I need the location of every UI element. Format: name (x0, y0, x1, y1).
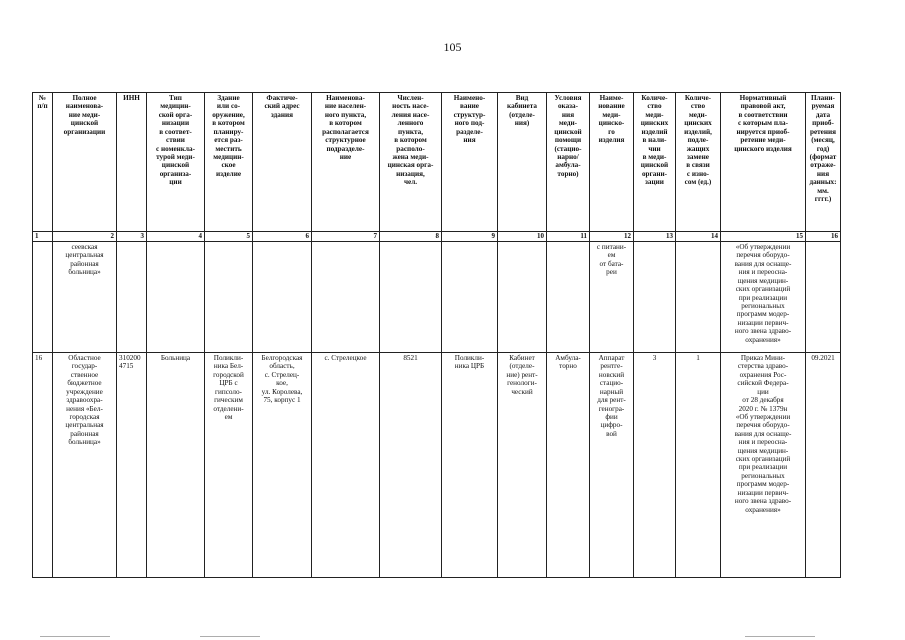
col-number: 10 (498, 232, 547, 242)
org-name-cell: Областное государ- ственное бюджетное учреждение здравоохра- нения «Бел- городская центральная районная больница» (53, 353, 117, 578)
col-number: 1 (33, 232, 53, 242)
table-cell (498, 242, 547, 353)
col-header: Здание или со- оружение, в котором планиру- ется раз- местить медицин- ское изделие (205, 93, 253, 232)
address-cell: Белгородская область, с. Стрелец- кое, ул. Королева, 75, корпус 1 (253, 353, 312, 578)
scan-mark (200, 636, 260, 637)
org-type-cell: Больница (147, 353, 205, 578)
col-number: 14 (676, 232, 721, 242)
col-number: 3 (117, 232, 147, 242)
table-cell (442, 242, 498, 353)
table-cell (312, 242, 380, 353)
col-header: ИНН (117, 93, 147, 232)
cabinet-cell: Кабинет (отделе- ние) рент- генологи- ческий (498, 353, 547, 578)
col-number: 11 (547, 232, 590, 242)
table-cell (547, 242, 590, 353)
inn-cell: 310200 4715 (117, 353, 147, 578)
col-number: 12 (590, 232, 634, 242)
col-header: Наименова- ние населен- ного пункта, в котором располагается структурное подразделе- ние (312, 93, 380, 232)
table-cell: «Об утверждении перечня оборудо- вания для оснаще- ния и переосна- щения медицин- ских организаций при реализации региональных программ модер- низации первич- ного звена здраво- охранения» (721, 242, 806, 353)
col-number: 4 (147, 232, 205, 242)
table-cell (634, 242, 676, 353)
qty-replace-cell: 1 (676, 353, 721, 578)
col-number: 13 (634, 232, 676, 242)
col-header: № п/п (33, 93, 53, 232)
col-header: Вид кабинета (отделе- ния) (498, 93, 547, 232)
table-row (33, 353, 841, 578)
col-header: Фактиче- ский адрес здания (253, 93, 312, 232)
table-cell (380, 242, 442, 353)
col-header: Плани- руемая дата приоб- ретения (месяц, год) (формат отраже- ния данных: мм. гггг.) (806, 93, 841, 232)
col-number: 5 (205, 232, 253, 242)
col-header: Числен- ность насе- ления насе- ленного пункта, в котором располо- жена меди- цинская орга- низация, чел. (380, 93, 442, 232)
table-cell: с питани- ем от бата- реи (590, 242, 634, 353)
device-cell: Аппарат рентге- новский стацио- нарный для рент- геногра- фии цифро- вой (590, 353, 634, 578)
col-number: 16 (806, 232, 841, 242)
population-cell: 8521 (380, 353, 442, 578)
equipment-table (32, 92, 841, 578)
settlement-cell: с. Стрелецкое (312, 353, 380, 578)
table-cell (205, 242, 253, 353)
col-number: 9 (442, 232, 498, 242)
subdivision-cell: Поликли- ника ЦРБ (442, 353, 498, 578)
table-cell: сеевская центральная районная больница» (53, 242, 117, 353)
scan-mark (745, 636, 815, 637)
col-number: 2 (53, 232, 117, 242)
planned-date-cell: 09.2021 (806, 353, 841, 578)
col-number: 8 (380, 232, 442, 242)
legal-act-cell: Приказ Мини- стерства здраво- охранения Рос- сийской Федера- ции от 28 декабря 2020 г. № 1379н «Об утверждении перечня оборудо- вания для оснаще- ния и переосна- щения медицин- ских организаций при реализации региональных программ модер- низации первич- ного звена здраво- охранения» (721, 353, 806, 578)
col-number: 6 (253, 232, 312, 242)
col-header: Полное наименова- ние меди- цинской организации (53, 93, 117, 232)
table-row (33, 242, 841, 353)
row-number: 16 (33, 353, 53, 578)
table-cell (33, 242, 53, 353)
col-header: Нормативный правовой акт, в соответствии с которым пла- нируется приоб- ретение меди- цинского изделия (721, 93, 806, 232)
header-row (33, 93, 841, 232)
column-number-row (33, 232, 841, 242)
col-header: Количе- ство меди- цинских изделий в нали- чии в меди- цинской органи- зации (634, 93, 676, 232)
table-cell (676, 242, 721, 353)
building-cell: Поликли- ника Бел- городской ЦРБ с гипсоло- гическим отделени- ем (205, 353, 253, 578)
table-cell (117, 242, 147, 353)
col-header: Тип медицин- ской орга- низации в соответ- ствии с номенкла- турой меди- цинской организа- ции (147, 93, 205, 232)
scan-mark (40, 636, 110, 637)
conditions-cell: Амбула- торно (547, 353, 590, 578)
col-header: Количе- ство меди- цинских изделий, подле- жащих замене в связи с изно- сом (ед.) (676, 93, 721, 232)
col-header: Условия оказа- ния меди- цинской помощи (стацио- нарно/ амбула- торно) (547, 93, 590, 232)
table-cell (147, 242, 205, 353)
col-number: 7 (312, 232, 380, 242)
table-cell (253, 242, 312, 353)
col-header: Наимено- вание структур- ного под- разделе- ния (442, 93, 498, 232)
table-cell (806, 242, 841, 353)
page-number: 105 (443, 40, 462, 54)
qty-available-cell: 3 (634, 353, 676, 578)
col-header: Наиме- нование меди- цинско- го изделия (590, 93, 634, 232)
col-number: 15 (721, 232, 806, 242)
